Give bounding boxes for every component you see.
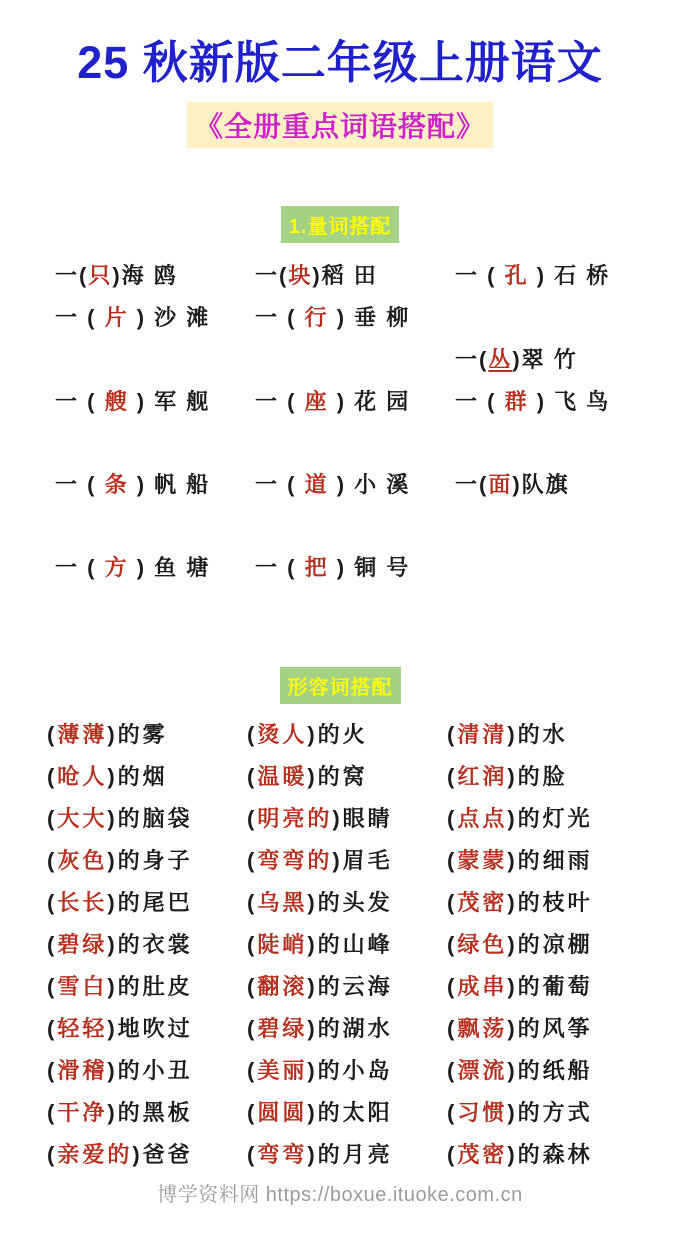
phrase-keyword: 片 <box>104 304 129 330</box>
phrase-text: )的灯光 <box>507 805 593 831</box>
phrase-keyword: 飘荡 <box>457 1015 508 1041</box>
phrase-keyword: 雪白 <box>57 973 108 999</box>
footer-credit: 博学资料网 https://boxue.ituoke.com.cn <box>157 1183 523 1206</box>
phrase-text: )的尾巴 <box>107 889 193 915</box>
phrase-cell <box>247 714 447 756</box>
phrase-text: ( <box>247 763 258 789</box>
section-adjective <box>0 667 680 1176</box>
phrase-keyword: 长长 <box>57 889 108 915</box>
empty-cell <box>455 547 680 589</box>
phrase-text: )的雾 <box>107 721 168 747</box>
adjective-grid <box>0 714 680 1176</box>
phrase-text: ( <box>447 805 458 831</box>
phrase-text: ) 花 园 <box>328 388 411 414</box>
phrase-keyword: 圆圆 <box>257 1099 308 1125</box>
phrase-keyword: 茂密 <box>457 1141 508 1167</box>
phrase-text: 一 ( <box>255 388 305 414</box>
phrase-text: ( <box>247 847 258 873</box>
phrase-text: ( <box>247 721 258 747</box>
phrase-keyword: 弯弯 <box>257 1141 308 1167</box>
phrase-cell <box>455 339 680 381</box>
section-quantifier <box>0 206 680 589</box>
phrase-text: )翠 竹 <box>512 346 578 372</box>
phrase-cell <box>447 756 680 798</box>
section-adjective-heading: 形容词搭配 <box>280 667 401 704</box>
phrase-cell <box>447 882 680 924</box>
phrase-text: )的黑板 <box>107 1099 193 1125</box>
phrase-text: )的凉棚 <box>507 931 593 957</box>
phrase-cell <box>47 966 247 1008</box>
phrase-text: )的纸船 <box>507 1057 593 1083</box>
page-title: 25 秋新版二年级上册语文 <box>77 37 603 88</box>
phrase-keyword: 条 <box>104 471 129 497</box>
phrase-cell <box>455 464 680 506</box>
phrase-keyword: 座 <box>304 388 329 414</box>
phrase-cell <box>247 1008 447 1050</box>
phrase-cell <box>447 798 680 840</box>
phrase-text: ) 军 舰 <box>128 388 211 414</box>
phrase-text: ( <box>447 931 458 957</box>
phrase-text: )的脸 <box>507 763 568 789</box>
phrase-keyword: 薄薄 <box>57 721 108 747</box>
phrase-text: ( <box>47 847 58 873</box>
empty-cell <box>455 297 680 339</box>
phrase-text: ( <box>47 973 58 999</box>
phrase-cell <box>247 840 447 882</box>
phrase-cell <box>47 756 247 798</box>
phrase-keyword: 孔 <box>504 262 529 288</box>
phrase-cell <box>47 1050 247 1092</box>
phrase-text: )眼睛 <box>332 805 393 831</box>
phrase-keyword: 蒙蒙 <box>457 847 508 873</box>
phrase-cell <box>247 924 447 966</box>
phrase-cell <box>255 464 455 506</box>
phrase-text: )的火 <box>307 721 368 747</box>
phrase-text: ( <box>47 1099 58 1125</box>
phrase-cell <box>255 297 455 339</box>
phrase-cell <box>447 714 680 756</box>
section-quantifier-heading-row <box>0 206 680 243</box>
phrase-text: ( <box>447 1015 458 1041</box>
phrase-cell <box>55 297 255 339</box>
phrase-keyword: 艘 <box>104 388 129 414</box>
page-subtitle-row <box>0 102 680 148</box>
phrase-keyword: 红润 <box>457 763 508 789</box>
phrase-cell <box>447 1134 680 1176</box>
section-adjective-heading-row <box>0 667 680 704</box>
phrase-text: 一( <box>255 262 289 288</box>
phrase-text: )的肚皮 <box>107 973 193 999</box>
phrase-cell <box>447 840 680 882</box>
phrase-text: 一 ( <box>55 304 105 330</box>
phrase-text: )爸爸 <box>132 1141 193 1167</box>
phrase-text: ( <box>447 847 458 873</box>
phrase-keyword: 碧绿 <box>257 1015 308 1041</box>
phrase-text: ( <box>447 721 458 747</box>
phrase-text: )的脑袋 <box>107 805 193 831</box>
phrase-text: ( <box>447 1057 458 1083</box>
phrase-text: 一 ( <box>55 554 105 580</box>
phrase-keyword: 习惯 <box>457 1099 508 1125</box>
phrase-cell <box>247 1134 447 1176</box>
phrase-text: 一 ( <box>55 471 105 497</box>
phrase-keyword: 烫人 <box>257 721 308 747</box>
phrase-text: ( <box>447 763 458 789</box>
phrase-text: ) 垂 柳 <box>328 304 411 330</box>
phrase-text: 一 ( <box>255 554 305 580</box>
phrase-cell <box>447 1008 680 1050</box>
phrase-keyword: 块 <box>288 262 313 288</box>
phrase-cell <box>455 381 680 423</box>
phrase-keyword: 把 <box>304 554 329 580</box>
phrase-text: ( <box>447 973 458 999</box>
phrase-keyword: 温暖 <box>257 763 308 789</box>
phrase-cell <box>247 798 447 840</box>
phrase-keyword: 滑稽 <box>57 1057 108 1083</box>
phrase-keyword: 行 <box>304 304 329 330</box>
phrase-cell <box>47 1008 247 1050</box>
phrase-text: )的头发 <box>307 889 393 915</box>
phrase-text: ( <box>47 1057 58 1083</box>
phrase-keyword: 群 <box>504 388 529 414</box>
quantifier-grid <box>0 255 680 589</box>
row-spacer <box>55 423 680 464</box>
phrase-text: ) 帆 船 <box>128 471 211 497</box>
phrase-text: ) 石 桥 <box>528 262 611 288</box>
phrase-text: ( <box>247 805 258 831</box>
phrase-cell <box>247 756 447 798</box>
phrase-text: )的太阳 <box>307 1099 393 1125</box>
phrase-cell <box>447 1092 680 1134</box>
phrase-cell <box>47 882 247 924</box>
phrase-keyword: 乌黑 <box>257 889 308 915</box>
phrase-keyword: 漂流 <box>457 1057 508 1083</box>
phrase-text: ( <box>247 973 258 999</box>
phrase-cell <box>247 966 447 1008</box>
phrase-text: )的森林 <box>507 1141 593 1167</box>
phrase-text: 一 ( <box>55 388 105 414</box>
phrase-keyword: 成串 <box>457 973 508 999</box>
phrase-keyword: 碧绿 <box>57 931 108 957</box>
phrase-text: )的细雨 <box>507 847 593 873</box>
phrase-text: ( <box>447 889 458 915</box>
phrase-text: )的云海 <box>307 973 393 999</box>
phrase-text: ( <box>47 805 58 831</box>
phrase-text: ( <box>47 931 58 957</box>
row-spacer <box>55 506 680 547</box>
phrase-text: 一 ( <box>455 262 505 288</box>
phrase-cell <box>255 255 455 297</box>
phrase-keyword: 灰色 <box>57 847 108 873</box>
phrase-keyword: 清清 <box>457 721 508 747</box>
phrase-text: ( <box>47 763 58 789</box>
phrase-cell <box>447 924 680 966</box>
phrase-cell <box>47 924 247 966</box>
worksheet-page <box>0 38 680 1207</box>
phrase-cell <box>255 547 455 589</box>
phrase-text: )海 鸥 <box>112 262 178 288</box>
empty-cell <box>55 339 255 381</box>
phrase-cell <box>447 966 680 1008</box>
phrase-keyword: 亲爱的 <box>57 1141 133 1167</box>
phrase-text: 一 ( <box>255 304 305 330</box>
phrase-cell <box>55 381 255 423</box>
phrase-text: )稻 田 <box>312 262 378 288</box>
phrase-cell <box>47 1134 247 1176</box>
phrase-keyword: 丛 <box>488 346 513 372</box>
phrase-text: )的月亮 <box>307 1141 393 1167</box>
phrase-cell <box>255 381 455 423</box>
phrase-text: ( <box>47 889 58 915</box>
phrase-text: ( <box>247 889 258 915</box>
phrase-text: ( <box>47 1015 58 1041</box>
phrase-cell <box>55 547 255 589</box>
phrase-text: )地吹过 <box>107 1015 193 1041</box>
phrase-keyword: 翻滚 <box>257 973 308 999</box>
phrase-keyword: 呛人 <box>57 763 108 789</box>
phrase-text: )的小丑 <box>107 1057 193 1083</box>
phrase-keyword: 弯弯的 <box>257 847 333 873</box>
phrase-keyword: 方 <box>104 554 129 580</box>
phrase-text: ( <box>247 1057 258 1083</box>
phrase-keyword: 大大 <box>57 805 108 831</box>
phrase-text: ( <box>247 931 258 957</box>
phrase-text: ( <box>47 1141 58 1167</box>
phrase-text: ( <box>447 1141 458 1167</box>
phrase-text: )的山峰 <box>307 931 393 957</box>
phrase-text: )的方式 <box>507 1099 593 1125</box>
empty-cell <box>255 339 455 381</box>
phrase-text: ) 鱼 塘 <box>128 554 211 580</box>
phrase-text: )的身子 <box>107 847 193 873</box>
phrase-text: )的水 <box>507 721 568 747</box>
phrase-cell <box>47 1092 247 1134</box>
phrase-text: ( <box>247 1141 258 1167</box>
phrase-keyword: 明亮的 <box>257 805 333 831</box>
section-quantifier-heading: 1.量词搭配 <box>281 206 400 243</box>
phrase-keyword: 轻轻 <box>57 1015 108 1041</box>
phrase-keyword: 道 <box>304 471 329 497</box>
phrase-cell <box>47 798 247 840</box>
phrase-text: ( <box>247 1099 258 1125</box>
phrase-keyword: 点点 <box>457 805 508 831</box>
phrase-text: 一 ( <box>255 471 305 497</box>
phrase-text: 一( <box>455 471 489 497</box>
phrase-text: )的烟 <box>107 763 168 789</box>
phrase-text: ) 小 溪 <box>328 471 411 497</box>
phrase-text: ) 沙 滩 <box>128 304 211 330</box>
phrase-cell <box>247 882 447 924</box>
phrase-keyword: 茂密 <box>457 889 508 915</box>
phrase-text: )眉毛 <box>332 847 393 873</box>
phrase-text: )的小岛 <box>307 1057 393 1083</box>
phrase-keyword: 面 <box>488 471 513 497</box>
page-subtitle: 《全册重点词语搭配》 <box>187 102 493 148</box>
phrase-cell <box>47 840 247 882</box>
phrase-keyword: 绿色 <box>457 931 508 957</box>
phrase-text: )的葡萄 <box>507 973 593 999</box>
phrase-text: 一( <box>455 346 489 372</box>
phrase-cell <box>247 1050 447 1092</box>
phrase-text: ( <box>47 721 58 747</box>
phrase-text: ( <box>447 1099 458 1125</box>
phrase-keyword: 只 <box>88 262 113 288</box>
phrase-text: 一 ( <box>455 388 505 414</box>
phrase-keyword: 干净 <box>57 1099 108 1125</box>
phrase-text: ) 铜 号 <box>328 554 411 580</box>
phrase-cell <box>247 1092 447 1134</box>
phrase-text: ) 飞 鸟 <box>528 388 611 414</box>
phrase-text: )的风筝 <box>507 1015 593 1041</box>
phrase-cell <box>47 714 247 756</box>
phrase-text: )队旗 <box>512 471 570 497</box>
phrase-cell <box>455 255 680 297</box>
phrase-text: 一( <box>55 262 89 288</box>
phrase-keyword: 陡峭 <box>257 931 308 957</box>
phrase-text: ( <box>247 1015 258 1041</box>
phrase-keyword: 美丽 <box>257 1057 308 1083</box>
phrase-cell <box>55 255 255 297</box>
phrase-cell <box>55 464 255 506</box>
phrase-text: )的窝 <box>307 763 368 789</box>
phrase-text: )的衣裳 <box>107 931 193 957</box>
phrase-cell <box>447 1050 680 1092</box>
phrase-text: )的枝叶 <box>507 889 593 915</box>
phrase-text: )的湖水 <box>307 1015 393 1041</box>
